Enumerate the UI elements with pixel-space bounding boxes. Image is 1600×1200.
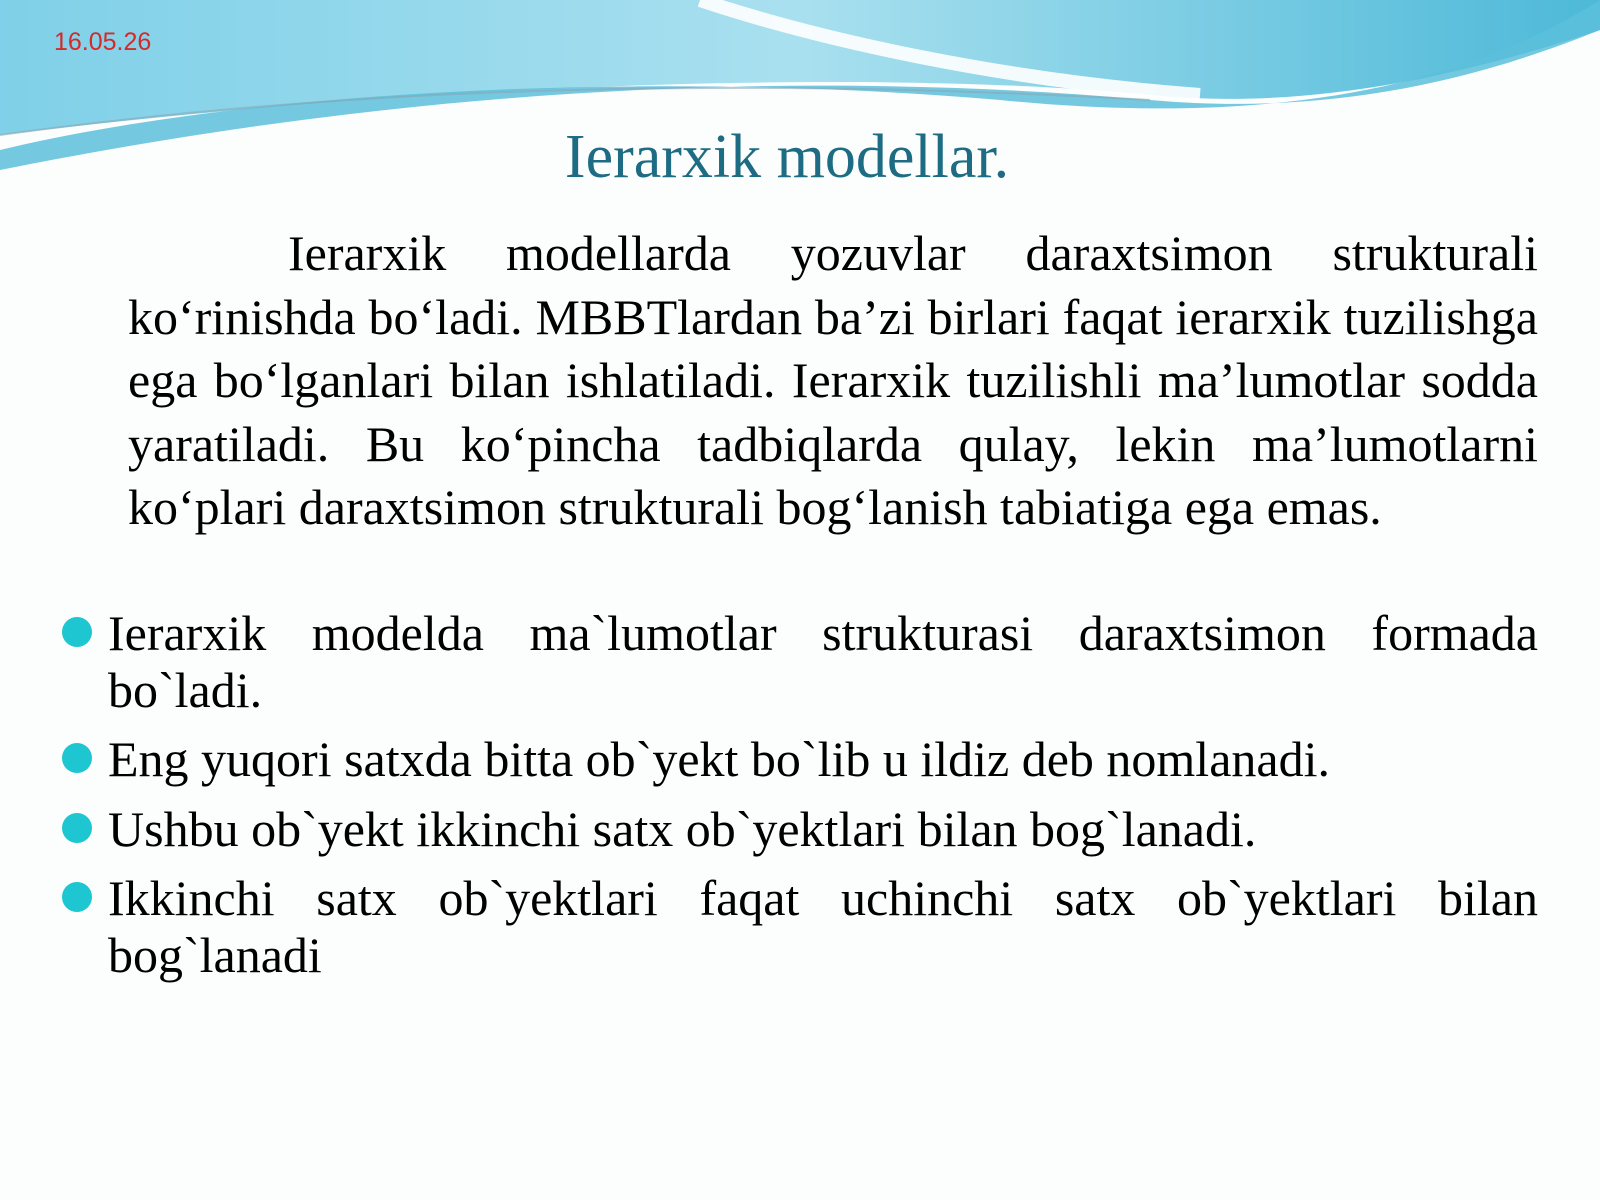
intro-paragraph: Ierarxik modellarda yozuvlar daraxtsimon strukturali ko‘rinishda bo‘ladi. MBBTlardan ba’zi birlari faqat ierarxik tuzilishga ega bo‘lganlari bilan ishlatiladi. Ierarxik tuzilishli ma’lumotlar sodda yaratiladi. Bu ko‘pincha tadbiqlarda qulay, lekin ma’lumotlarni ko‘plari daraxtsimon strukturali bog‘lanish tabiatiga ega emas. (128, 225, 1538, 535)
bullet-dot-icon (62, 743, 92, 773)
bullet-text-4: Ikkinchi satx ob`yektlari faqat uchinchi satx ob`yektlari bilan bog`lanadi (108, 870, 1538, 983)
bullet-text-3: Ushbu ob`yekt ikkinchi satx ob`yektlari bilan bog`lanadi. (108, 801, 1257, 857)
bullet-text-1: Ierarxik modelda ma`lumotlar strukturasi daraxtsimon formada bo`ladi. (108, 605, 1538, 718)
bullet-dot-icon (62, 882, 92, 912)
bullet-item-1 (108, 605, 1538, 719)
bullet-text-2: Eng yuqori satxda bitta ob`yekt bo`lib u ildiz deb nomlanadi. (108, 731, 1330, 787)
bullet-item-2 (108, 731, 1538, 788)
bullet-dot-icon (62, 813, 92, 843)
slide-title: Ierarxik modellar. (564, 123, 1010, 191)
bullet-item-3 (108, 801, 1538, 858)
bullet-dot-icon (62, 617, 92, 647)
bullet-item-4 (108, 870, 1538, 984)
slide-date: 16.05.26 (54, 28, 152, 56)
